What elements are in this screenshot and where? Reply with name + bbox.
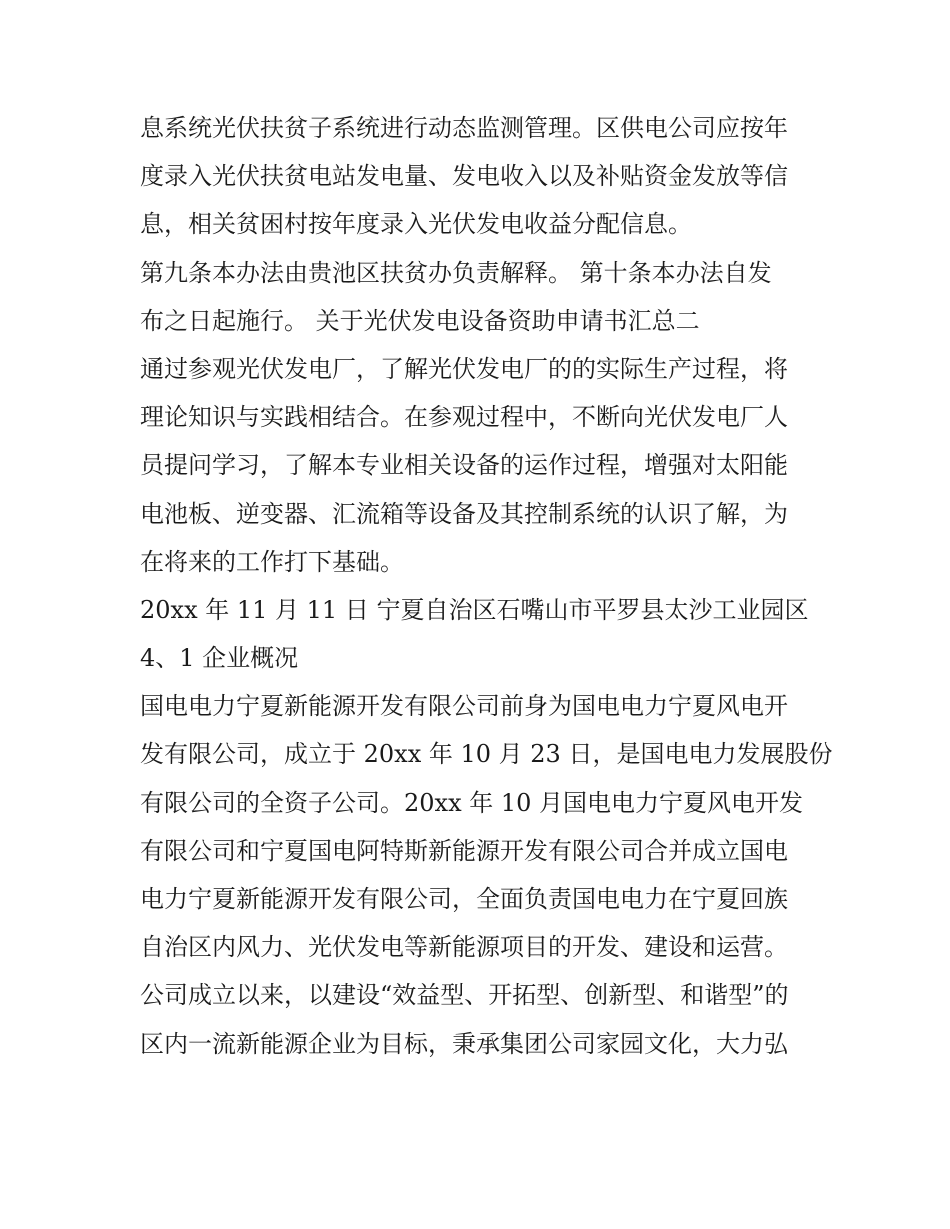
text-line: 发有限公司，成立于 20xx 年 10 月 23 日，是国电电力发展股份 bbox=[140, 740, 833, 769]
text-line: 第九条本办法由贵池区扶贫办负责解释。 第十条本办法自发 bbox=[140, 258, 772, 287]
section-heading: 4、1 企业概况 bbox=[140, 644, 299, 673]
text-line: 息系统光伏扶贫子系统进行动态监测管理。区供电公司应按年 bbox=[140, 114, 788, 142]
text-line: 20xx 年 11 月 11 日 宁夏自治区石嘴山市平罗县太沙工业园区 bbox=[140, 595, 809, 624]
text-line: 电力宁夏新能源开发有限公司，全面负责国电电力在宁夏回族 bbox=[140, 885, 788, 913]
text-line: 息，相关贫困村按年度录入光伏发电收益分配信息。 bbox=[140, 210, 692, 239]
document-body bbox=[140, 104, 833, 1068]
text-line: 理论知识与实践相结合。在参观过程中，不断向光伏发电厂人 bbox=[140, 403, 788, 432]
text-line: 在将来的工作打下基础。 bbox=[140, 547, 404, 576]
text-line: 有限公司和宁夏国电阿特斯新能源开发有限公司合并成立国电 bbox=[140, 836, 788, 865]
text-line: 公司成立以来，以建设“效益型、开拓型、创新型、和谐型”的 bbox=[140, 981, 789, 1010]
text-line: 度录入光伏扶贫电站发电量、发电收入以及补贴资金发放等信 bbox=[140, 162, 788, 191]
text-line: 通过参观光伏发电厂，了解光伏发电厂的的实际生产过程，将 bbox=[140, 354, 788, 383]
text-line: 电池板、逆变器、汇流箱等设备及其控制系统的认识了解，为 bbox=[140, 499, 788, 528]
text-line: 区内一流新能源企业为目标，秉承集团公司家园文化，大力弘 bbox=[140, 1029, 788, 1058]
text-line: 自治区内风力、光伏发电等新能源项目的开发、建设和运营。 bbox=[140, 933, 788, 962]
text-line: 国电电力宁夏新能源开发有限公司前身为国电电力宁夏风电开 bbox=[140, 692, 788, 721]
text-line: 有限公司的全资子公司。20xx 年 10 月国电电力宁夏风电开发 bbox=[140, 788, 804, 817]
text-line: 员提问学习，了解本专业相关设备的运作过程，增强对太阳能 bbox=[140, 451, 788, 480]
text-line: 布之日起施行。 关于光伏发电设备资助申请书汇总二 bbox=[140, 306, 700, 335]
